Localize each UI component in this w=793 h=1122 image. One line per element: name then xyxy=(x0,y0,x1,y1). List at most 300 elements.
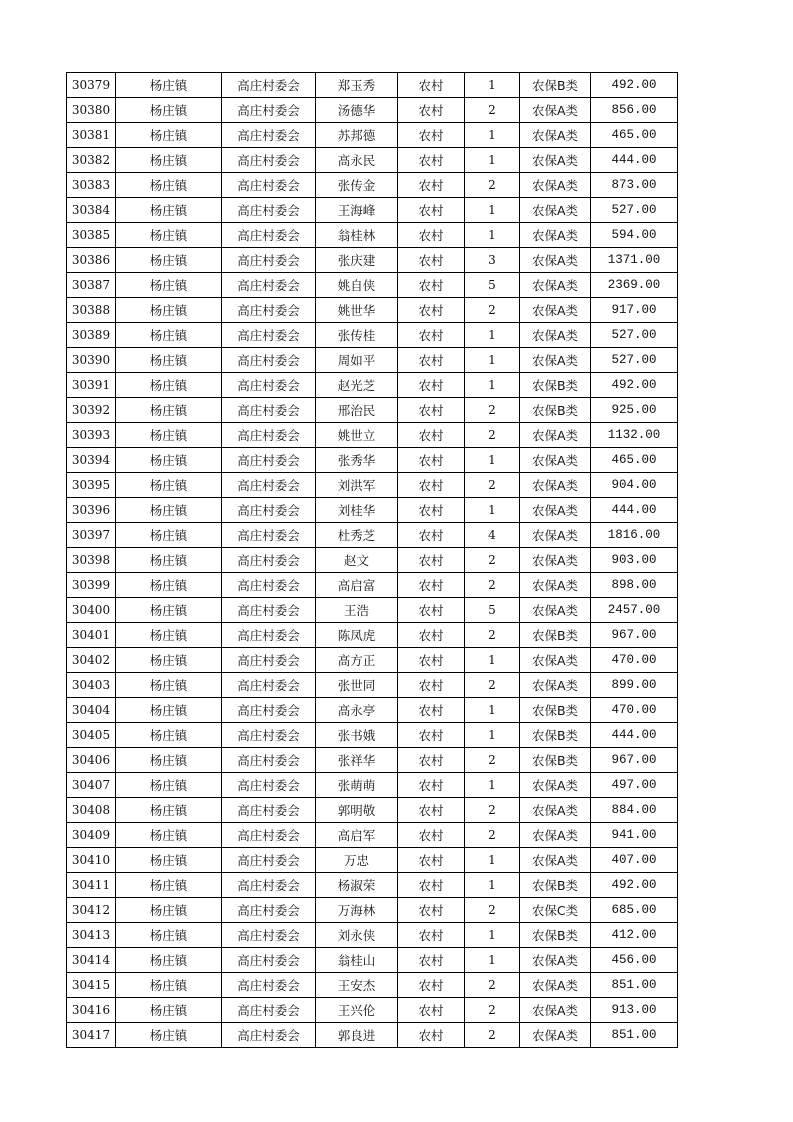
village-cell: 高庄村委会 xyxy=(222,248,316,273)
town-cell: 杨庄镇 xyxy=(116,648,222,673)
area-cell: 农村 xyxy=(398,423,465,448)
village-cell: 高庄村委会 xyxy=(222,423,316,448)
id-cell: 30383 xyxy=(67,173,116,198)
village-cell: 高庄村委会 xyxy=(222,948,316,973)
name-cell: 王兴伦 xyxy=(316,998,398,1023)
village-cell: 高庄村委会 xyxy=(222,448,316,473)
village-cell: 高庄村委会 xyxy=(222,98,316,123)
id-cell: 30403 xyxy=(67,673,116,698)
id-cell: 30407 xyxy=(67,773,116,798)
town-cell: 杨庄镇 xyxy=(116,448,222,473)
town-cell: 杨庄镇 xyxy=(116,523,222,548)
persons-cell: 2 xyxy=(465,398,520,423)
village-cell: 高庄村委会 xyxy=(222,723,316,748)
amount-cell: 1371.00 xyxy=(591,248,678,273)
table-row xyxy=(67,423,678,448)
area-cell: 农村 xyxy=(398,948,465,973)
village-cell: 高庄村委会 xyxy=(222,798,316,823)
category-cell: 农保A类 xyxy=(520,948,591,973)
persons-cell: 1 xyxy=(465,448,520,473)
table-row xyxy=(67,148,678,173)
area-cell: 农村 xyxy=(398,1023,465,1048)
town-cell: 杨庄镇 xyxy=(116,773,222,798)
name-cell: 万海林 xyxy=(316,898,398,923)
name-cell: 万忠 xyxy=(316,848,398,873)
village-cell: 高庄村委会 xyxy=(222,548,316,573)
persons-cell: 1 xyxy=(465,73,520,98)
town-cell: 杨庄镇 xyxy=(116,298,222,323)
category-cell: 农保A类 xyxy=(520,98,591,123)
category-cell: 农保A类 xyxy=(520,798,591,823)
town-cell: 杨庄镇 xyxy=(116,748,222,773)
persons-cell: 1 xyxy=(465,773,520,798)
persons-cell: 1 xyxy=(465,923,520,948)
table-row xyxy=(67,548,678,573)
persons-cell: 2 xyxy=(465,173,520,198)
id-cell: 30379 xyxy=(67,73,116,98)
persons-cell: 2 xyxy=(465,973,520,998)
town-cell: 杨庄镇 xyxy=(116,223,222,248)
name-cell: 张庆建 xyxy=(316,248,398,273)
amount-cell: 456.00 xyxy=(591,948,678,973)
town-cell: 杨庄镇 xyxy=(116,173,222,198)
village-cell: 高庄村委会 xyxy=(222,573,316,598)
town-cell: 杨庄镇 xyxy=(116,548,222,573)
village-cell: 高庄村委会 xyxy=(222,973,316,998)
amount-cell: 856.00 xyxy=(591,98,678,123)
amount-cell: 470.00 xyxy=(591,648,678,673)
category-cell: 农保B类 xyxy=(520,923,591,948)
category-cell: 农保B类 xyxy=(520,373,591,398)
amount-cell: 685.00 xyxy=(591,898,678,923)
persons-cell: 2 xyxy=(465,623,520,648)
amount-cell: 527.00 xyxy=(591,348,678,373)
category-cell: 农保A类 xyxy=(520,573,591,598)
persons-cell: 4 xyxy=(465,523,520,548)
village-cell: 高庄村委会 xyxy=(222,773,316,798)
category-cell: 农保A类 xyxy=(520,1023,591,1048)
amount-cell: 967.00 xyxy=(591,623,678,648)
village-cell: 高庄村委会 xyxy=(222,148,316,173)
area-cell: 农村 xyxy=(398,623,465,648)
area-cell: 农村 xyxy=(398,98,465,123)
village-cell: 高庄村委会 xyxy=(222,673,316,698)
table-row xyxy=(67,198,678,223)
id-cell: 30394 xyxy=(67,448,116,473)
name-cell: 郑玉秀 xyxy=(316,73,398,98)
area-cell: 农村 xyxy=(398,898,465,923)
table-row xyxy=(67,773,678,798)
table-row xyxy=(67,373,678,398)
persons-cell: 1 xyxy=(465,848,520,873)
amount-cell: 594.00 xyxy=(591,223,678,248)
id-cell: 30401 xyxy=(67,623,116,648)
id-cell: 30387 xyxy=(67,273,116,298)
amount-cell: 884.00 xyxy=(591,798,678,823)
category-cell: 农保A类 xyxy=(520,123,591,148)
category-cell: 农保A类 xyxy=(520,648,591,673)
category-cell: 农保B类 xyxy=(520,73,591,98)
table-body xyxy=(67,73,678,1048)
table-row xyxy=(67,623,678,648)
table-row xyxy=(67,523,678,548)
category-cell: 农保A类 xyxy=(520,773,591,798)
town-cell: 杨庄镇 xyxy=(116,373,222,398)
table-row xyxy=(67,723,678,748)
persons-cell: 2 xyxy=(465,573,520,598)
area-cell: 农村 xyxy=(398,773,465,798)
persons-cell: 2 xyxy=(465,423,520,448)
amount-cell: 444.00 xyxy=(591,723,678,748)
persons-cell: 1 xyxy=(465,698,520,723)
village-cell: 高庄村委会 xyxy=(222,323,316,348)
village-cell: 高庄村委会 xyxy=(222,73,316,98)
id-cell: 30399 xyxy=(67,573,116,598)
area-cell: 农村 xyxy=(398,848,465,873)
table-row xyxy=(67,1023,678,1048)
persons-cell: 1 xyxy=(465,948,520,973)
category-cell: 农保A类 xyxy=(520,198,591,223)
table-row xyxy=(67,973,678,998)
id-cell: 30396 xyxy=(67,498,116,523)
name-cell: 王海峰 xyxy=(316,198,398,223)
name-cell: 刘洪军 xyxy=(316,473,398,498)
id-cell: 30385 xyxy=(67,223,116,248)
id-cell: 30393 xyxy=(67,423,116,448)
area-cell: 农村 xyxy=(398,723,465,748)
village-cell: 高庄村委会 xyxy=(222,173,316,198)
table-row xyxy=(67,598,678,623)
town-cell: 杨庄镇 xyxy=(116,198,222,223)
id-cell: 30409 xyxy=(67,823,116,848)
category-cell: 农保B类 xyxy=(520,623,591,648)
id-cell: 30416 xyxy=(67,998,116,1023)
area-cell: 农村 xyxy=(398,223,465,248)
table-row xyxy=(67,323,678,348)
category-cell: 农保B类 xyxy=(520,698,591,723)
persons-cell: 1 xyxy=(465,873,520,898)
village-cell: 高庄村委会 xyxy=(222,473,316,498)
category-cell: 农保C类 xyxy=(520,898,591,923)
persons-cell: 2 xyxy=(465,898,520,923)
name-cell: 翁桂山 xyxy=(316,948,398,973)
records-table xyxy=(66,72,678,1048)
village-cell: 高庄村委会 xyxy=(222,498,316,523)
name-cell: 张传桂 xyxy=(316,323,398,348)
town-cell: 杨庄镇 xyxy=(116,1023,222,1048)
village-cell: 高庄村委会 xyxy=(222,373,316,398)
persons-cell: 1 xyxy=(465,148,520,173)
id-cell: 30408 xyxy=(67,798,116,823)
amount-cell: 917.00 xyxy=(591,298,678,323)
town-cell: 杨庄镇 xyxy=(116,323,222,348)
id-cell: 30400 xyxy=(67,598,116,623)
persons-cell: 2 xyxy=(465,673,520,698)
persons-cell: 2 xyxy=(465,298,520,323)
amount-cell: 444.00 xyxy=(591,498,678,523)
amount-cell: 497.00 xyxy=(591,773,678,798)
name-cell: 赵光芝 xyxy=(316,373,398,398)
table-row xyxy=(67,923,678,948)
village-cell: 高庄村委会 xyxy=(222,623,316,648)
name-cell: 张萌萌 xyxy=(316,773,398,798)
persons-cell: 1 xyxy=(465,348,520,373)
village-cell: 高庄村委会 xyxy=(222,298,316,323)
village-cell: 高庄村委会 xyxy=(222,998,316,1023)
category-cell: 农保A类 xyxy=(520,523,591,548)
id-cell: 30412 xyxy=(67,898,116,923)
name-cell: 翁桂林 xyxy=(316,223,398,248)
name-cell: 张世同 xyxy=(316,673,398,698)
name-cell: 王安杰 xyxy=(316,973,398,998)
id-cell: 30382 xyxy=(67,148,116,173)
area-cell: 农村 xyxy=(398,923,465,948)
town-cell: 杨庄镇 xyxy=(116,673,222,698)
category-cell: 农保A类 xyxy=(520,223,591,248)
category-cell: 农保B类 xyxy=(520,398,591,423)
name-cell: 赵文 xyxy=(316,548,398,573)
table-row xyxy=(67,123,678,148)
area-cell: 农村 xyxy=(398,198,465,223)
area-cell: 农村 xyxy=(398,123,465,148)
id-cell: 30384 xyxy=(67,198,116,223)
id-cell: 30397 xyxy=(67,523,116,548)
table-row xyxy=(67,573,678,598)
table-row xyxy=(67,798,678,823)
village-cell: 高庄村委会 xyxy=(222,198,316,223)
amount-cell: 492.00 xyxy=(591,373,678,398)
town-cell: 杨庄镇 xyxy=(116,498,222,523)
category-cell: 农保A类 xyxy=(520,998,591,1023)
category-cell: 农保A类 xyxy=(520,273,591,298)
area-cell: 农村 xyxy=(398,473,465,498)
area-cell: 农村 xyxy=(398,173,465,198)
village-cell: 高庄村委会 xyxy=(222,223,316,248)
area-cell: 农村 xyxy=(398,148,465,173)
id-cell: 30404 xyxy=(67,698,116,723)
table-row xyxy=(67,73,678,98)
area-cell: 农村 xyxy=(398,373,465,398)
town-cell: 杨庄镇 xyxy=(116,998,222,1023)
amount-cell: 873.00 xyxy=(591,173,678,198)
village-cell: 高庄村委会 xyxy=(222,1023,316,1048)
table-row xyxy=(67,473,678,498)
town-cell: 杨庄镇 xyxy=(116,348,222,373)
area-cell: 农村 xyxy=(398,273,465,298)
id-cell: 30415 xyxy=(67,973,116,998)
id-cell: 30390 xyxy=(67,348,116,373)
area-cell: 农村 xyxy=(398,573,465,598)
area-cell: 农村 xyxy=(398,648,465,673)
area-cell: 农村 xyxy=(398,973,465,998)
town-cell: 杨庄镇 xyxy=(116,123,222,148)
id-cell: 30392 xyxy=(67,398,116,423)
table-row xyxy=(67,948,678,973)
town-cell: 杨庄镇 xyxy=(116,973,222,998)
category-cell: 农保A类 xyxy=(520,598,591,623)
id-cell: 30406 xyxy=(67,748,116,773)
village-cell: 高庄村委会 xyxy=(222,348,316,373)
amount-cell: 2457.00 xyxy=(591,598,678,623)
category-cell: 农保B类 xyxy=(520,873,591,898)
amount-cell: 899.00 xyxy=(591,673,678,698)
village-cell: 高庄村委会 xyxy=(222,923,316,948)
id-cell: 30402 xyxy=(67,648,116,673)
category-cell: 农保A类 xyxy=(520,448,591,473)
persons-cell: 2 xyxy=(465,548,520,573)
table-row xyxy=(67,398,678,423)
table-row xyxy=(67,273,678,298)
name-cell: 郭良进 xyxy=(316,1023,398,1048)
village-cell: 高庄村委会 xyxy=(222,273,316,298)
amount-cell: 444.00 xyxy=(591,148,678,173)
name-cell: 高启富 xyxy=(316,573,398,598)
village-cell: 高庄村委会 xyxy=(222,598,316,623)
name-cell: 张秀华 xyxy=(316,448,398,473)
amount-cell: 465.00 xyxy=(591,123,678,148)
category-cell: 农保A类 xyxy=(520,548,591,573)
town-cell: 杨庄镇 xyxy=(116,948,222,973)
town-cell: 杨庄镇 xyxy=(116,698,222,723)
table-row xyxy=(67,298,678,323)
area-cell: 农村 xyxy=(398,523,465,548)
area-cell: 农村 xyxy=(398,398,465,423)
id-cell: 30413 xyxy=(67,923,116,948)
name-cell: 张传金 xyxy=(316,173,398,198)
amount-cell: 492.00 xyxy=(591,873,678,898)
table-row xyxy=(67,348,678,373)
persons-cell: 1 xyxy=(465,648,520,673)
area-cell: 农村 xyxy=(398,298,465,323)
village-cell: 高庄村委会 xyxy=(222,898,316,923)
persons-cell: 1 xyxy=(465,723,520,748)
amount-cell: 898.00 xyxy=(591,573,678,598)
name-cell: 汤德华 xyxy=(316,98,398,123)
persons-cell: 2 xyxy=(465,823,520,848)
town-cell: 杨庄镇 xyxy=(116,73,222,98)
name-cell: 姚自侠 xyxy=(316,273,398,298)
town-cell: 杨庄镇 xyxy=(116,423,222,448)
amount-cell: 527.00 xyxy=(591,323,678,348)
area-cell: 农村 xyxy=(398,548,465,573)
amount-cell: 492.00 xyxy=(591,73,678,98)
id-cell: 30389 xyxy=(67,323,116,348)
name-cell: 刘桂华 xyxy=(316,498,398,523)
table-row xyxy=(67,823,678,848)
village-cell: 高庄村委会 xyxy=(222,698,316,723)
name-cell: 张祥华 xyxy=(316,748,398,773)
amount-cell: 470.00 xyxy=(591,698,678,723)
name-cell: 高永亭 xyxy=(316,698,398,723)
town-cell: 杨庄镇 xyxy=(116,98,222,123)
town-cell: 杨庄镇 xyxy=(116,398,222,423)
area-cell: 农村 xyxy=(398,598,465,623)
persons-cell: 2 xyxy=(465,998,520,1023)
village-cell: 高庄村委会 xyxy=(222,873,316,898)
amount-cell: 1132.00 xyxy=(591,423,678,448)
name-cell: 高方正 xyxy=(316,648,398,673)
area-cell: 农村 xyxy=(398,248,465,273)
id-cell: 30395 xyxy=(67,473,116,498)
town-cell: 杨庄镇 xyxy=(116,923,222,948)
persons-cell: 3 xyxy=(465,248,520,273)
area-cell: 农村 xyxy=(398,998,465,1023)
amount-cell: 465.00 xyxy=(591,448,678,473)
category-cell: 农保A类 xyxy=(520,148,591,173)
area-cell: 农村 xyxy=(398,498,465,523)
table-row xyxy=(67,673,678,698)
amount-cell: 903.00 xyxy=(591,548,678,573)
persons-cell: 1 xyxy=(465,498,520,523)
town-cell: 杨庄镇 xyxy=(116,898,222,923)
id-cell: 30380 xyxy=(67,98,116,123)
table-row xyxy=(67,698,678,723)
id-cell: 30386 xyxy=(67,248,116,273)
town-cell: 杨庄镇 xyxy=(116,623,222,648)
town-cell: 杨庄镇 xyxy=(116,473,222,498)
persons-cell: 1 xyxy=(465,198,520,223)
area-cell: 农村 xyxy=(398,873,465,898)
category-cell: 农保A类 xyxy=(520,848,591,873)
table-row xyxy=(67,898,678,923)
name-cell: 苏邦德 xyxy=(316,123,398,148)
name-cell: 姚世立 xyxy=(316,423,398,448)
town-cell: 杨庄镇 xyxy=(116,798,222,823)
table-row xyxy=(67,448,678,473)
category-cell: 农保A类 xyxy=(520,323,591,348)
category-cell: 农保A类 xyxy=(520,348,591,373)
table-row xyxy=(67,873,678,898)
category-cell: 农保A类 xyxy=(520,498,591,523)
name-cell: 姚世华 xyxy=(316,298,398,323)
area-cell: 农村 xyxy=(398,698,465,723)
area-cell: 农村 xyxy=(398,798,465,823)
category-cell: 农保A类 xyxy=(520,973,591,998)
persons-cell: 1 xyxy=(465,223,520,248)
area-cell: 农村 xyxy=(398,823,465,848)
category-cell: 农保A类 xyxy=(520,298,591,323)
name-cell: 张书娥 xyxy=(316,723,398,748)
table-row xyxy=(67,223,678,248)
persons-cell: 2 xyxy=(465,748,520,773)
village-cell: 高庄村委会 xyxy=(222,398,316,423)
name-cell: 邢治民 xyxy=(316,398,398,423)
id-cell: 30391 xyxy=(67,373,116,398)
village-cell: 高庄村委会 xyxy=(222,748,316,773)
id-cell: 30405 xyxy=(67,723,116,748)
town-cell: 杨庄镇 xyxy=(116,248,222,273)
category-cell: 农保A类 xyxy=(520,173,591,198)
table-row xyxy=(67,848,678,873)
persons-cell: 2 xyxy=(465,98,520,123)
area-cell: 农村 xyxy=(398,448,465,473)
area-cell: 农村 xyxy=(398,348,465,373)
persons-cell: 2 xyxy=(465,473,520,498)
village-cell: 高庄村委会 xyxy=(222,123,316,148)
table-row xyxy=(67,248,678,273)
name-cell: 王浩 xyxy=(316,598,398,623)
persons-cell: 2 xyxy=(465,1023,520,1048)
name-cell: 郭明敬 xyxy=(316,798,398,823)
village-cell: 高庄村委会 xyxy=(222,848,316,873)
id-cell: 30411 xyxy=(67,873,116,898)
area-cell: 农村 xyxy=(398,73,465,98)
town-cell: 杨庄镇 xyxy=(116,573,222,598)
id-cell: 30414 xyxy=(67,948,116,973)
persons-cell: 5 xyxy=(465,598,520,623)
category-cell: 农保B类 xyxy=(520,723,591,748)
amount-cell: 851.00 xyxy=(591,1023,678,1048)
